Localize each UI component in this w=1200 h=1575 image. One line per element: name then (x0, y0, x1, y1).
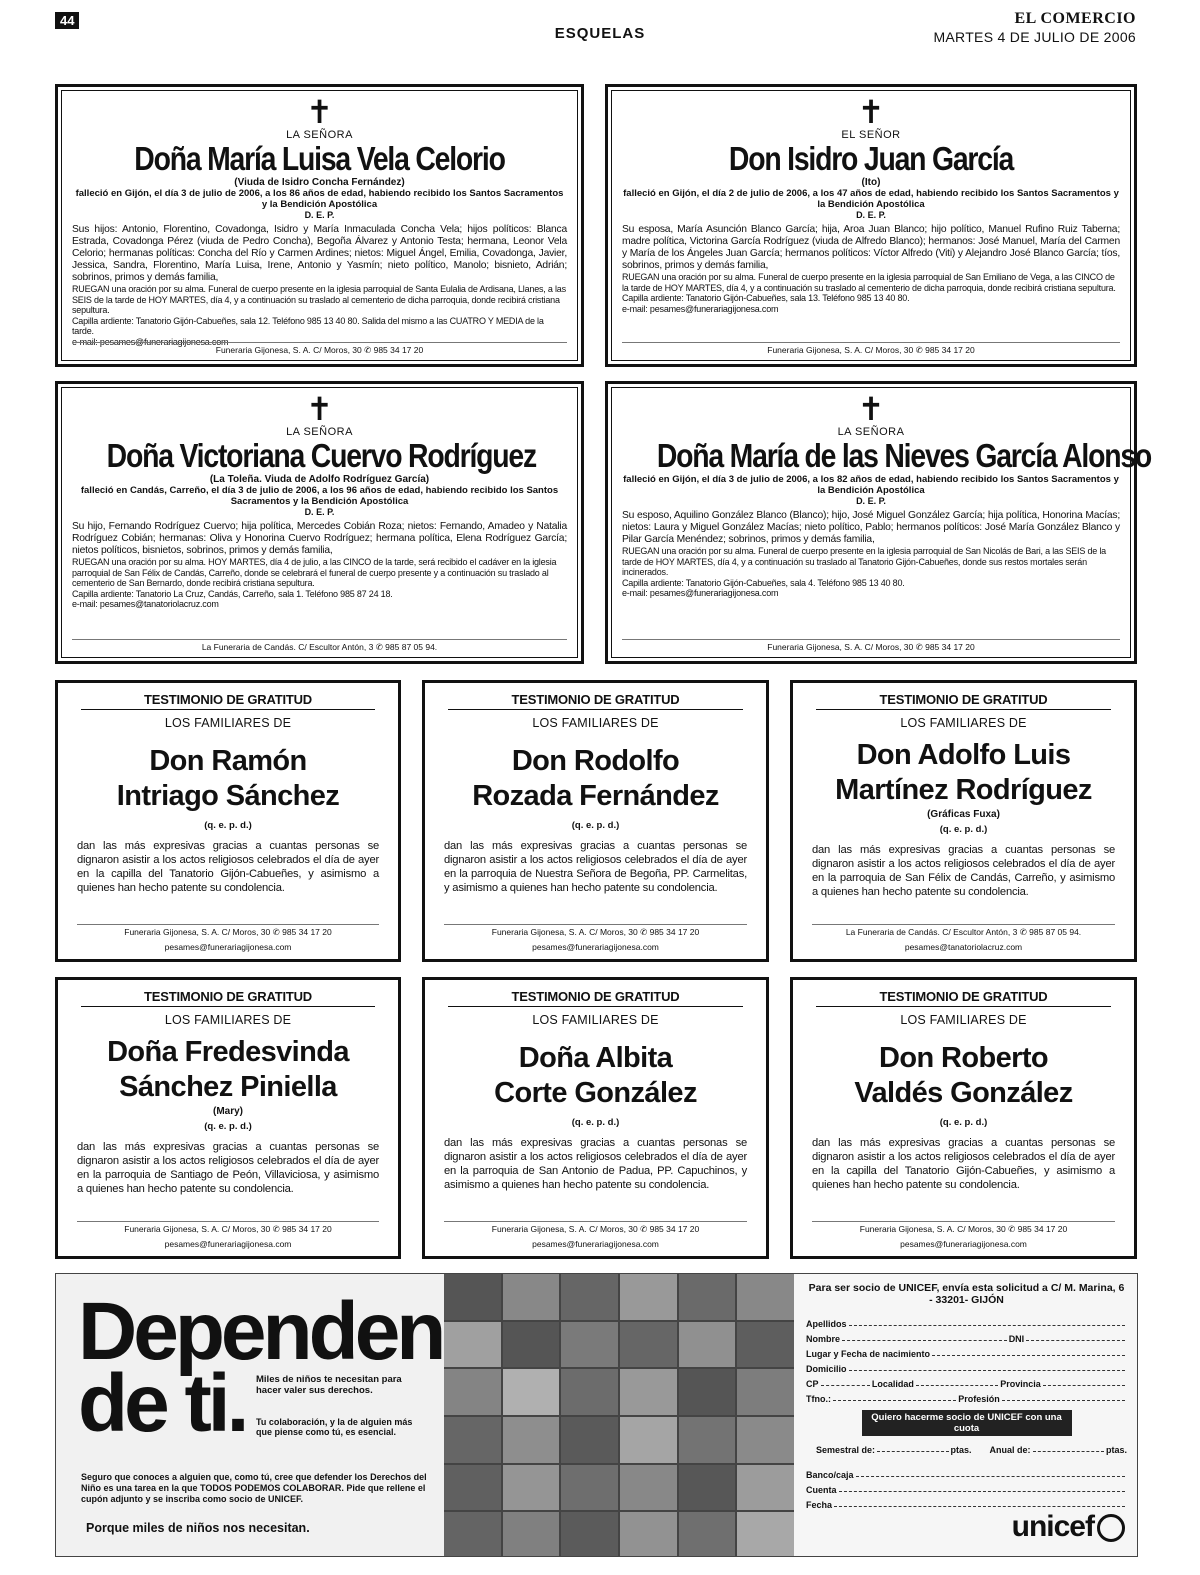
photo-tile (444, 1512, 501, 1557)
photo-tile (620, 1369, 677, 1415)
funeral-info: RUEGAN una oración por su alma. Funeral de cuerpo presente en la iglesia parroquial de San Nicolás de Bari, a las SEIS de la tarde de HOY MARTES, día 4, y a continuación su traslado al Tanatorio Gijón-Cabueñes, donde sus restos mortales serán incinerados. (622, 546, 1106, 577)
rip: D. E. P. (856, 496, 886, 506)
condolence-email: pesames@funerariagijonesa.com (532, 1239, 659, 1249)
funeral-home: Funeraria Gijonesa, S. A. C/ Moros, 30 ✆ 985 34 17 20 (622, 639, 1120, 653)
photo-tile (737, 1465, 794, 1511)
family-label: LOS FAMILIARES DE (532, 716, 659, 730)
obituary (605, 381, 1152, 664)
obituary (55, 381, 584, 664)
photo-tile (620, 1465, 677, 1511)
field-label: Anual de: (989, 1445, 1031, 1455)
newspaper-name: EL COMERCIO (1014, 10, 1136, 27)
nickname: (Viuda de Isidro Concha Fernández) (234, 177, 405, 188)
join-button[interactable]: Quiero hacerme socio de UNICEF con una cuota (862, 1410, 1072, 1436)
form-row (806, 1480, 1127, 1495)
photo-tile (561, 1369, 618, 1415)
photo-tile (561, 1417, 618, 1463)
family-label: LOS FAMILIARES DE (532, 1013, 659, 1027)
name-line-2: Valdés González (854, 1077, 1073, 1109)
field-label: Semestral de: (816, 1445, 876, 1455)
banco-field[interactable] (856, 1476, 1125, 1477)
death-notice: falleció en Gijón, el día 2 de julio de 2006, a los 47 años de edad, habiendo recibido los Santos Sacramentos y la Bendición Apostólica (623, 188, 1119, 210)
deceased-name: Doña María de las Nieves García Alonso (656, 437, 1152, 474)
obituary (605, 84, 1137, 367)
fecha-field[interactable] (834, 1506, 1125, 1507)
gratitude-text: dan las más expresivas gracias a cuantas personas se dignaron asistir a los actos religiosos celebrados el día de ayer en la parroquia de San Félix de Candás, Carreño, y asimismo a quienes han hecho patente su condolencia. (812, 844, 1115, 898)
honorific: LA SEÑORA (286, 426, 353, 438)
field-label: Domicilio (806, 1364, 847, 1374)
condolence-email: e-mail: pesames@funerariagijonesa.com (622, 588, 779, 598)
birth-field[interactable] (932, 1355, 1125, 1356)
name-line-2: Martínez Rodríguez (835, 774, 1092, 806)
photo-tile (620, 1274, 677, 1320)
cuenta-field[interactable] (839, 1491, 1125, 1492)
photo-tile (679, 1322, 736, 1368)
name-line-1: Don Ramón (149, 745, 307, 777)
photo-tile (444, 1369, 501, 1415)
family-list: Su hijo, Fernando Rodríguez Cuervo; hija política, Mercedes Cobián Roza; nietos: Fernando, Amadeo y Natalia Rodríguez Cobián; hermanas: Oliva y Honorina Cuervo Rodríguez; hermana política, Elena Rodríguez García; nietos políticos, bisnietos, sobrinos, primos y demás familia, (72, 521, 567, 556)
condolence-email: pesames@funerariagijonesa.com (900, 1239, 1027, 1249)
deceased-name (444, 744, 747, 814)
funeral-home: Funeraria Gijonesa, S. A. C/ Moros, 30 ✆ 985 34 17 20 (72, 342, 567, 356)
nombre-field[interactable] (842, 1340, 1007, 1341)
honorific: LA SEÑORA (837, 426, 905, 438)
deceased-name: Doña Victoriana Cuervo Rodríguez (106, 437, 536, 474)
form-row (806, 1314, 1127, 1329)
funeral-home: Funeraria Gijonesa, S. A. C/ Moros, 30 ✆ 985 34 17 20 (77, 1221, 379, 1235)
gratitude-text: dan las más expresivas gracias a cuantas personas se dignaron asistir a los actos religiosos celebrados el día de ayer en la capilla del Tanatorio Gijón-Cabueñes, y asimismo a quienes han hecho patente su condolencia. (812, 1137, 1115, 1191)
funeral-home: La Funeraria de Candás. C/ Escultor Antón, 3 ✆ 985 87 05 94. (72, 639, 567, 653)
field-label: Tfno.: (806, 1394, 831, 1404)
family-list: Su esposa, María Asunción Blanco García; hija, Aroa Juan Blanco; hijo político, Manuel Rufino Ruiz Taberna; madre política, Victorina García Rodríguez (viuda de Alfredo Blanco); hermanos: José Manuel, María del Carmen y María de los Ángeles Juan García; hermanos políticos: Víctor Alfredo (Viti) y Alejandro José Blanco García; tíos, sobrinos, primos y demás familia, (622, 224, 1120, 271)
family-list: Su esposo, Aquilino González Blanco (Blanco); hijo, José Miguel González García; hija política, Honorina Macías; nietos: Laura y Miguel González Macías; nieto político, Pablo; hermanos políticos: José María González Blanco y Pilar García Menéndez; sobrinos, primos y demás familia, (622, 510, 1120, 545)
death-notice: falleció en Gijón, el día 3 de julio de 2006, a los 86 años de edad, habiendo recibido los Santos Sacramentos y la Bendición Apostólica (75, 188, 564, 210)
form-row (806, 1374, 1127, 1389)
deceased-name (812, 1041, 1115, 1111)
localidad-field[interactable] (916, 1385, 998, 1386)
funeral-home: Funeraria Gijonesa, S. A. C/ Moros, 30 ✆ 985 34 17 20 (812, 1221, 1115, 1235)
ad-headline-line-1: Dependen (78, 1286, 443, 1377)
photo-tile (503, 1369, 560, 1415)
photo-tile (444, 1322, 501, 1368)
unicef-wordmark: unicef (1011, 1510, 1094, 1543)
field-label: Apellidos (806, 1319, 847, 1329)
photo-tile (737, 1322, 794, 1368)
photo-tile (444, 1465, 501, 1511)
photo-tile (679, 1369, 736, 1415)
funeral-home: Funeraria Gijonesa, S. A. C/ Moros, 30 ✆ 985 34 17 20 (77, 924, 379, 938)
page-number: 44 (55, 12, 79, 29)
chapel-info: Capilla ardiente: Tanatorio Gijón-Cabueñes, sala 4. Teléfono 985 13 40 80. (622, 577, 905, 588)
gratitude-title: TESTIMONIO DE GRATITUD (81, 692, 375, 710)
nickname: (Gráficas Fuxa) (927, 809, 1000, 820)
honorific: EL SEÑOR (841, 129, 901, 141)
chapel-info: Capilla ardiente: Tanatorio Gijón-Cabueñes, sala 12. Teléfono 985 13 40 80. Salida del mismo a las CUATRO Y MEDIA de la tarde. (72, 315, 544, 336)
ad-headline-line-2: de ti. (78, 1358, 246, 1449)
gratitude-text: dan las más expresivas gracias a cuantas personas se dignaron asistir a los actos religiosos celebrados el día de ayer en la capilla del Tanatorio Gijón-Cabueñes, y asimismo a quienes han hecho patente su condolencia. (77, 840, 379, 894)
gratitude-title: TESTIMONIO DE GRATITUD (81, 989, 375, 1007)
rip: (q. e. p. d.) (939, 824, 988, 835)
form-row (806, 1359, 1127, 1374)
condolence-email: e-mail: pesames@tanatoriolacruz.com (72, 599, 219, 609)
rip: D. E. P. (304, 507, 335, 517)
masthead (933, 10, 1136, 45)
semestral-field[interactable] (877, 1451, 948, 1452)
photo-tile (679, 1512, 736, 1557)
chapel-info: Capilla ardiente: Tanatorio La Cruz, Candás, Carreño, sala 1. Teléfono 985 87 24 18. (72, 588, 393, 599)
children-photo-collage (444, 1274, 794, 1557)
name-line-1: Don Roberto (879, 1042, 1048, 1074)
photo-tile (561, 1274, 618, 1320)
deceased-name (444, 1041, 747, 1111)
photo-tile (679, 1417, 736, 1463)
photo-tile (679, 1274, 736, 1320)
name-line-1: Doña Albita (518, 1042, 673, 1074)
form-row (806, 1344, 1127, 1359)
tfno-field[interactable] (833, 1400, 956, 1401)
funeral-info: RUEGAN una oración por su alma. HOY MARTES, día 4 de julio, a las CINCO de la tarde, será recibido el cadáver en la iglesia parroquial de San Félix de Candás, Carreño, donde se celebrará el funeral de cuerpo presente y a continuación su traslado al cementerio de San Bernardo, donde recibirá cristiana sepultura. (72, 557, 557, 588)
photo-tile (503, 1274, 560, 1320)
name-line-2: Sánchez Piniella (119, 1071, 337, 1103)
rip: (q. e. p. d.) (939, 1117, 988, 1128)
apellidos-field[interactable] (849, 1325, 1125, 1326)
name-line-1: Don Rodolfo (511, 745, 680, 777)
name-line-2: Rozada Fernández (472, 780, 719, 812)
photo-tile (679, 1465, 736, 1511)
rip: (q. e. p. d.) (571, 820, 620, 831)
rip: (q. e. p. d.) (204, 820, 252, 831)
provincia-field[interactable] (1043, 1385, 1125, 1386)
photo-tile (503, 1322, 560, 1368)
honorific: LA SEÑORA (286, 129, 353, 141)
field-label: Nombre (806, 1334, 841, 1344)
field-label: DNI (1008, 1334, 1025, 1344)
family-label: LOS FAMILIARES DE (164, 1013, 292, 1027)
cross-icon: ✝ (306, 94, 333, 130)
family-list: Sus hijos: Antonio, Florentino, Covadonga, Isidro y María Inmaculada Concha Vela; hijos políticos: Blanca Estrada, Covadonga Pérez (viuda de Pedro Concha), Begoña Álvarez y Antonio Testa; hermana, Leonor Vela Celorio; hermanas políticas: Concha del Río y Carmen Ardines; nietos: Miguel Ángel, Emilia, Covadonga, Javier, Jessica, Sandra, Florentino, María Luisa, Irene, Antonio y Yasmín; nieto político, Manolo; bisnieto, Adrián; sobrinos, primos y demás familia, (72, 224, 567, 283)
photo-tile (737, 1417, 794, 1463)
nickname: (Mary) (212, 1106, 243, 1117)
unicef-logo (1012, 1510, 1125, 1544)
gratitude-notice (422, 977, 769, 1259)
condolence-email: pesames@tanatoriolacruz.com (904, 942, 1023, 952)
gratitude-notice (422, 680, 769, 962)
gratitude-title: TESTIMONIO DE GRATITUD (448, 989, 743, 1007)
photo-tile (620, 1512, 677, 1557)
section-title: ESQUELAS (554, 25, 646, 42)
deceased-name (77, 1035, 379, 1105)
name-line-1: Don Adolfo Luis (856, 739, 1071, 771)
death-notice: falleció en Candás, Carreño, el día 3 de julio de 2006, a los 96 años de edad, habiendo recibido los Santos Sacramentos y la Bendición Apostólica (80, 485, 559, 507)
ad-text-panel (56, 1274, 444, 1557)
unicef-advertisement (55, 1273, 1138, 1557)
photo-tile (737, 1512, 794, 1557)
family-label: LOS FAMILIARES DE (900, 1013, 1027, 1027)
photo-tile (503, 1465, 560, 1511)
domicilio-field[interactable] (849, 1370, 1125, 1371)
cross-icon: ✝ (857, 391, 885, 427)
gratitude-text: dan las más expresivas gracias a cuantas personas se dignaron asistir a los actos religiosos celebrados el día de ayer en la parroquia de Nuestra Señora de Begoña, PP. Carmelitas, y asimismo a quienes han hecho patente su condolencia. (444, 840, 747, 894)
profesion-field[interactable] (1002, 1400, 1125, 1401)
field-label: Provincia (1000, 1379, 1041, 1389)
photo-tile (503, 1417, 560, 1463)
ad-slogan: Porque miles de niños nos necesitan. (86, 1521, 310, 1535)
photo-tile (503, 1512, 560, 1557)
gratitude-title: TESTIMONIO DE GRATITUD (448, 692, 743, 710)
field-label: Lugar y Fecha de nacimiento (806, 1349, 931, 1359)
form-row (806, 1465, 1127, 1480)
funeral-home: Funeraria Gijonesa, S. A. C/ Moros, 30 ✆ 985 34 17 20 (444, 924, 747, 938)
name-line-1: Doña Fredesvinda (107, 1036, 349, 1068)
funeral-info: RUEGAN una oración por su alma. Funeral de cuerpo presente en la iglesia parroquial de Santa Eulalia de Ardisana, Llanes, a las SEIS de la tarde de HOY MARTES, día 4, y a continuación su traslado al cementerio de dicha parroquia, donde recibirá cristiana sepultura. (72, 284, 566, 315)
cp-field[interactable] (821, 1385, 870, 1386)
field-label: Profesión (958, 1394, 1000, 1404)
field-label: Fecha (806, 1500, 833, 1510)
name-line-2: Corte González (494, 1077, 697, 1109)
field-label: ptas. (950, 1445, 972, 1455)
ad-body: Seguro que conoces a alguien que, como tú, cree que defender los Derechos del Niño es una tarea en la que TODOS PODEMOS COLABORAR. Pide que rellene el cupón adjunto y se inscriba como socio de UNICEF. (81, 1472, 427, 1504)
gratitude-notice (790, 680, 1137, 962)
deceased-name: Doña María Luisa Vela Celorio (134, 140, 505, 177)
field-label: CP (806, 1379, 819, 1389)
photo-tile (620, 1417, 677, 1463)
rip: (q. e. p. d.) (571, 1117, 620, 1128)
rip: D. E. P. (856, 210, 886, 220)
obituary (55, 84, 584, 367)
field-label: Banco/caja (806, 1470, 854, 1480)
photo-tile (620, 1322, 677, 1368)
dni-field[interactable] (1026, 1340, 1125, 1341)
issue-date: MARTES 4 DE JULIO DE 2006 (933, 29, 1136, 45)
membership-form (794, 1274, 1138, 1557)
photo-tile (561, 1512, 618, 1557)
form-row (806, 1495, 1127, 1510)
condolence-email: pesames@funerariagijonesa.com (532, 942, 659, 952)
unicef-emblem-icon (1097, 1514, 1125, 1542)
condolence-email: e-mail: pesames@funerariagijonesa.com (72, 336, 229, 347)
funeral-home: La Funeraria de Candás. C/ Escultor Antón, 3 ✆ 985 87 05 94. (812, 924, 1115, 938)
ad-note: Miles de niños te necesitan para hacer valer sus derechos. (256, 1374, 402, 1396)
funeral-info: RUEGAN una oración por su alma. Funeral de cuerpo presente en la iglesia parroquial de San Emiliano de Vega, a las CINCO de la tarde de HOY MARTES, día 4, y a continuación su traslado al cementerio de dicha parroquia, donde recibirá cristiana sepultura. (622, 272, 1116, 293)
anual-field[interactable] (1033, 1451, 1104, 1452)
photo-tile (561, 1322, 618, 1368)
field-label: ptas. (1106, 1445, 1128, 1455)
deceased-name (812, 738, 1115, 808)
photo-tile (444, 1417, 501, 1463)
condolence-email: pesames@funerariagijonesa.com (164, 942, 292, 952)
cross-icon: ✝ (857, 94, 885, 130)
gratitude-text: dan las más expresivas gracias a cuantas personas se dignaron asistir a los actos religiosos celebrados el día de ayer en la parroquia de Santiago de Peón, Villaviciosa, y asimismo a quienes han hecho patente su condolencia. (77, 1141, 379, 1195)
form-row (806, 1440, 1127, 1455)
condolence-email: e-mail: pesames@funerariagijonesa.com (622, 303, 779, 314)
rip: (q. e. p. d.) (204, 1121, 252, 1132)
family-label: LOS FAMILIARES DE (900, 716, 1027, 730)
photo-tile (737, 1274, 794, 1320)
condolence-email: pesames@funerariagijonesa.com (164, 1239, 292, 1249)
gratitude-notice (55, 977, 401, 1259)
chapel-info: Capilla ardiente: Tanatorio Gijón-Cabueñes, sala 13. Teléfono 985 13 40 80. (622, 293, 910, 303)
gratitude-title: TESTIMONIO DE GRATITUD (816, 692, 1111, 710)
field-label: Cuenta (806, 1485, 837, 1495)
cross-icon: ✝ (306, 391, 333, 427)
ad-note-secondary: Tu colaboración, y la de alguien más que piense como tú, es esencial. (256, 1417, 413, 1437)
funeral-home: Funeraria Gijonesa, S. A. C/ Moros, 30 ✆ 985 34 17 20 (444, 1221, 747, 1235)
family-label: LOS FAMILIARES DE (164, 716, 292, 730)
funeral-home: Funeraria Gijonesa, S. A. C/ Moros, 30 ✆ 985 34 17 20 (622, 342, 1120, 356)
nickname: (La Toleña. Viuda de Adolfo Rodríguez García) (209, 474, 430, 485)
gratitude-notice (55, 680, 401, 962)
death-notice: falleció en Gijón, el día 3 de julio de 2006, a los 82 años de edad, habiendo recibido los Santos Sacramentos y la Bendición Apostólica (623, 474, 1119, 496)
form-heading: Para ser socio de UNICEF, envía esta solicitud a C/ M. Marina, 6 - 33201- GIJÓN (808, 1282, 1125, 1306)
gratitude-text: dan las más expresivas gracias a cuantas personas se dignaron asistir a los actos religiosos celebrados el día de ayer en la parroquia de San Antonio de Padua, PP. Capuchinos, y asimismo a quienes han hecho patente su condolencia. (444, 1137, 747, 1191)
gratitude-title: TESTIMONIO DE GRATITUD (816, 989, 1111, 1007)
rip: D. E. P. (304, 210, 335, 220)
photo-tile (444, 1274, 501, 1320)
name-line-2: Intriago Sánchez (116, 780, 340, 812)
form-row (806, 1389, 1127, 1404)
photo-tile (737, 1369, 794, 1415)
deceased-name (77, 744, 379, 814)
form-row (806, 1329, 1127, 1344)
photo-tile (561, 1465, 618, 1511)
nickname: (Ito) (861, 177, 881, 188)
field-label: Localidad (871, 1379, 914, 1389)
deceased-name: Don Isidro Juan García (728, 140, 1014, 177)
gratitude-notice (790, 977, 1137, 1259)
